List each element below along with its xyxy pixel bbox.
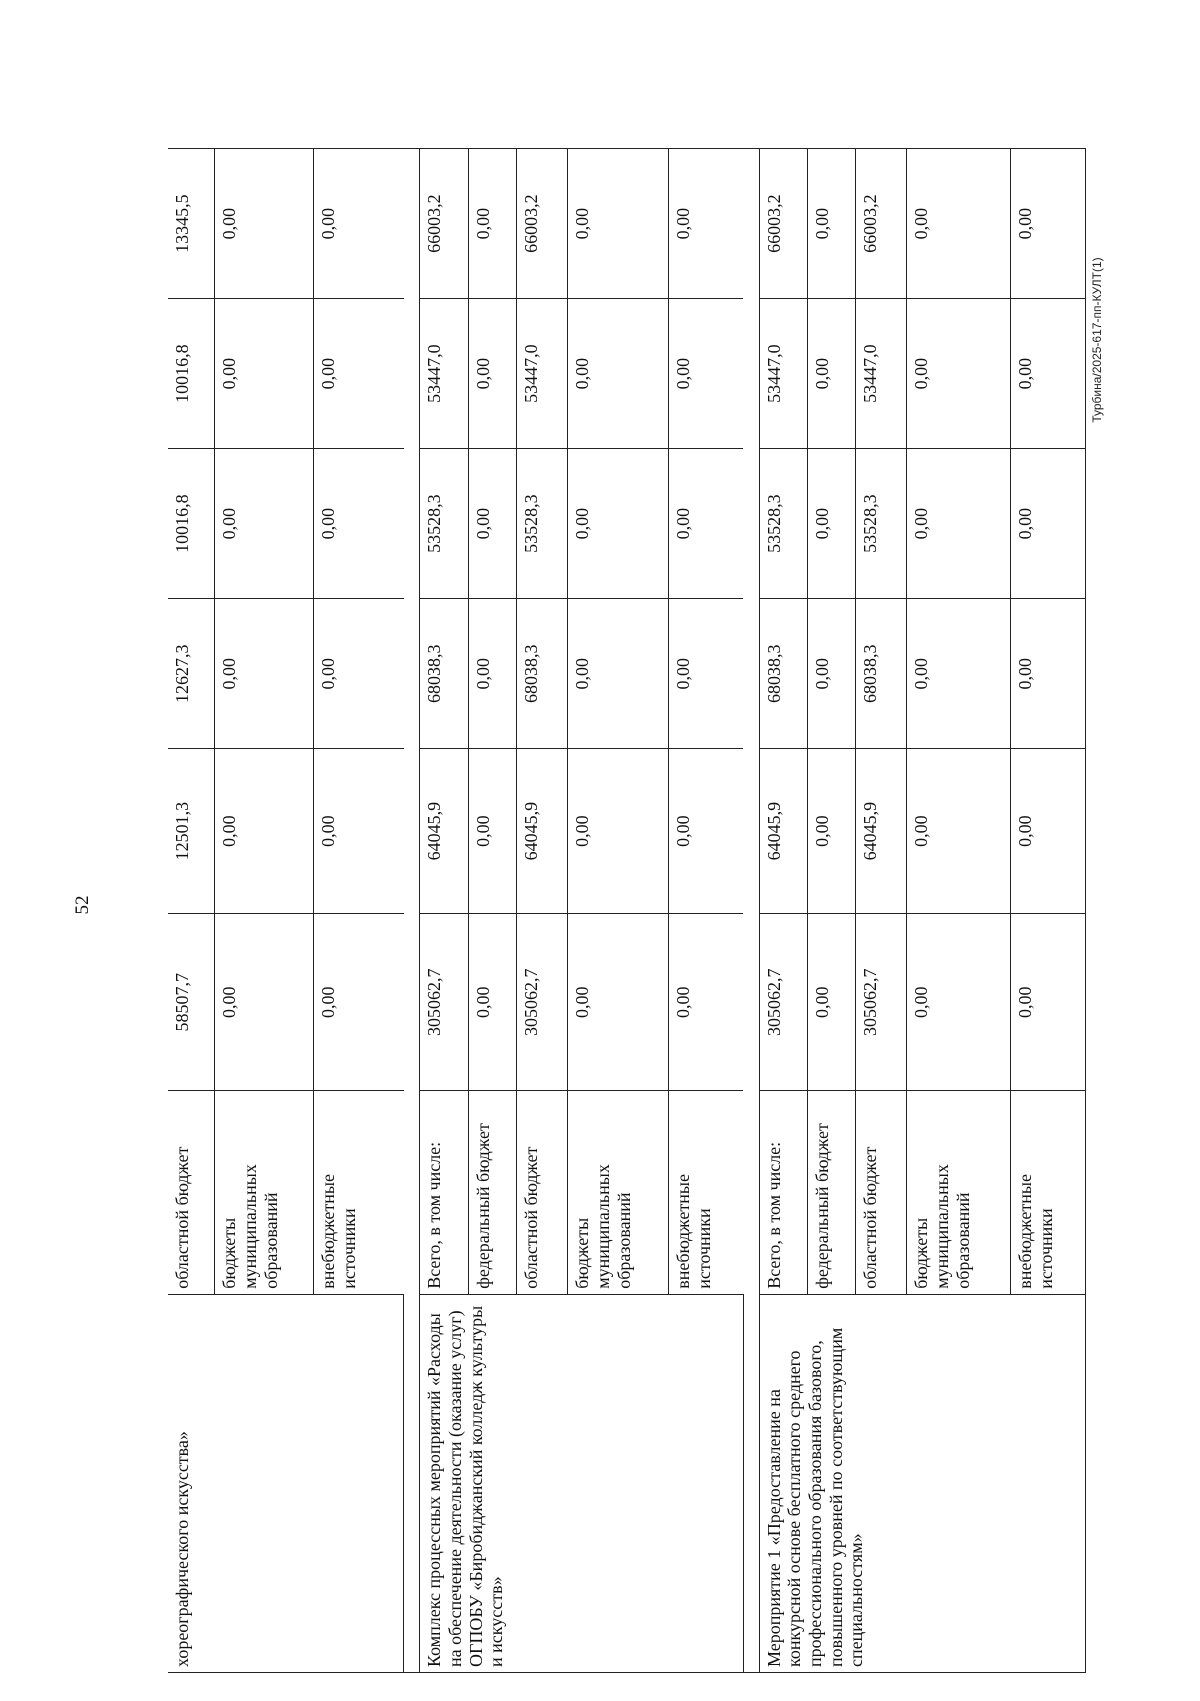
value-cell: 53447,0 bbox=[759, 299, 808, 449]
value-cell: 0,00 bbox=[669, 599, 743, 749]
value-cell: 0,00 bbox=[669, 149, 743, 299]
value-cell: 0,00 bbox=[568, 149, 669, 299]
value-cell: 0,00 bbox=[669, 914, 743, 1091]
value-cell: 0,00 bbox=[568, 749, 669, 914]
value-cell: 0,00 bbox=[215, 599, 314, 749]
value-cell: 0,00 bbox=[907, 914, 1011, 1091]
activity-title: хореографического искусства» bbox=[172, 1431, 192, 1667]
separator-cell bbox=[404, 149, 420, 1673]
value-cell: 0,00 bbox=[808, 914, 856, 1091]
value-cell: 68038,3 bbox=[856, 599, 907, 749]
activity-title: Мероприятие 1 «Предоставление на конкурсной основе бесплатного среднего профессионального образования базового, повышенного уровней по соответствующим специальностям» bbox=[763, 1327, 867, 1667]
activity-title-cell bbox=[759, 1294, 1086, 1672]
value-cell: 0,00 bbox=[808, 599, 856, 749]
section-separator bbox=[743, 149, 759, 1673]
value-cell: 0,00 bbox=[1011, 749, 1086, 914]
value-cell: 53528,3 bbox=[420, 449, 469, 599]
value-cell: 0,00 bbox=[1011, 149, 1086, 299]
page-number: 52 bbox=[72, 895, 93, 915]
value-cell: 0,00 bbox=[907, 599, 1011, 749]
funding-source-cell: бюджеты муниципальных образований bbox=[907, 1091, 1011, 1294]
table-row bbox=[759, 149, 808, 1673]
value-cell: 66003,2 bbox=[856, 149, 907, 299]
value-cell: 0,00 bbox=[469, 149, 517, 299]
value-cell: 0,00 bbox=[469, 449, 517, 599]
value-cell: 0,00 bbox=[314, 749, 404, 914]
value-cell: 12627,3 bbox=[168, 599, 215, 749]
value-cell: 0,00 bbox=[669, 299, 743, 449]
value-cell: 66003,2 bbox=[517, 149, 568, 299]
value-cell: 0,00 bbox=[907, 749, 1011, 914]
activity-title-cell bbox=[420, 1294, 743, 1672]
value-cell: 0,00 bbox=[469, 299, 517, 449]
value-cell: 64045,9 bbox=[420, 749, 469, 914]
footer-document-code: Турбина/2025-617-пп-КУЛТ(1) bbox=[1090, 257, 1104, 423]
value-cell: 0,00 bbox=[215, 749, 314, 914]
separator-cell bbox=[743, 149, 759, 1673]
value-cell: 64045,9 bbox=[759, 749, 808, 914]
value-cell: 0,00 bbox=[568, 914, 669, 1091]
value-cell: 0,00 bbox=[314, 599, 404, 749]
value-cell: 305062,7 bbox=[856, 914, 907, 1091]
value-cell: 0,00 bbox=[568, 599, 669, 749]
value-cell: 0,00 bbox=[907, 299, 1011, 449]
activity-title-cell bbox=[168, 1294, 404, 1672]
value-cell: 0,00 bbox=[568, 299, 669, 449]
value-cell: 10016,8 bbox=[168, 299, 215, 449]
value-cell: 0,00 bbox=[314, 449, 404, 599]
value-cell: 0,00 bbox=[314, 149, 404, 299]
value-cell: 0,00 bbox=[314, 299, 404, 449]
value-cell: 53447,0 bbox=[856, 299, 907, 449]
value-cell: 58507,7 bbox=[168, 914, 215, 1091]
funding-source-cell: областной бюджет bbox=[168, 1091, 215, 1294]
value-cell: 0,00 bbox=[669, 449, 743, 599]
funding-source-cell: бюджеты муниципальных образований bbox=[215, 1091, 314, 1294]
value-cell: 0,00 bbox=[469, 749, 517, 914]
value-cell: 0,00 bbox=[808, 149, 856, 299]
value-cell: 68038,3 bbox=[420, 599, 469, 749]
value-cell: 0,00 bbox=[1011, 299, 1086, 449]
value-cell: 0,00 bbox=[314, 914, 404, 1091]
value-cell: 66003,2 bbox=[420, 149, 469, 299]
value-cell: 0,00 bbox=[215, 449, 314, 599]
value-cell: 66003,2 bbox=[759, 149, 808, 299]
funding-source-cell: Всего, в том числе: bbox=[420, 1091, 469, 1294]
rotated-table-wrapper bbox=[168, 148, 1086, 1673]
table-row bbox=[420, 149, 469, 1673]
funding-source-cell: внебюджетные источники bbox=[669, 1091, 743, 1294]
value-cell: 53528,3 bbox=[856, 449, 907, 599]
funding-source-cell: Всего, в том числе: bbox=[759, 1091, 808, 1294]
funding-source-cell: областной бюджет bbox=[856, 1091, 907, 1294]
value-cell: 0,00 bbox=[907, 449, 1011, 599]
funding-source-cell: внебюджетные источники bbox=[1011, 1091, 1086, 1294]
value-cell: 13345,5 bbox=[168, 149, 215, 299]
value-cell: 305062,7 bbox=[420, 914, 469, 1091]
value-cell: 0,00 bbox=[1011, 449, 1086, 599]
value-cell: 0,00 bbox=[215, 914, 314, 1091]
activity-title: Комплекс процессных мероприятий «Расходы на обеспечение деятельности (оказание услуг) ОГПОБУ «Биробиджанский колледж культуры и искусств» bbox=[424, 1305, 507, 1667]
value-cell: 10016,8 bbox=[168, 449, 215, 599]
value-cell: 53528,3 bbox=[517, 449, 568, 599]
funding-source-cell: внебюджетные источники bbox=[314, 1091, 404, 1294]
value-cell: 0,00 bbox=[1011, 914, 1086, 1091]
funding-source-cell: бюджеты муниципальных образований bbox=[568, 1091, 669, 1294]
section-separator bbox=[404, 149, 420, 1673]
value-cell: 53447,0 bbox=[420, 299, 469, 449]
value-cell: 64045,9 bbox=[856, 749, 907, 914]
value-cell: 0,00 bbox=[907, 149, 1011, 299]
table-row bbox=[168, 149, 215, 1673]
value-cell: 0,00 bbox=[469, 599, 517, 749]
budget-table bbox=[168, 148, 1086, 1673]
value-cell: 0,00 bbox=[808, 449, 856, 599]
value-cell: 68038,3 bbox=[517, 599, 568, 749]
value-cell: 64045,9 bbox=[517, 749, 568, 914]
value-cell: 0,00 bbox=[669, 749, 743, 914]
value-cell: 53528,3 bbox=[759, 449, 808, 599]
funding-source-cell: федеральный бюджет bbox=[469, 1091, 517, 1294]
value-cell: 0,00 bbox=[469, 914, 517, 1091]
value-cell: 0,00 bbox=[568, 449, 669, 599]
value-cell: 0,00 bbox=[808, 749, 856, 914]
value-cell: 305062,7 bbox=[759, 914, 808, 1091]
funding-source-cell: областной бюджет bbox=[517, 1091, 568, 1294]
value-cell: 53447,0 bbox=[517, 299, 568, 449]
funding-source-cell: федеральный бюджет bbox=[808, 1091, 856, 1294]
value-cell: 0,00 bbox=[808, 299, 856, 449]
value-cell: 305062,7 bbox=[517, 914, 568, 1091]
value-cell: 0,00 bbox=[215, 149, 314, 299]
value-cell: 0,00 bbox=[1011, 599, 1086, 749]
value-cell: 68038,3 bbox=[759, 599, 808, 749]
value-cell: 0,00 bbox=[215, 299, 314, 449]
value-cell: 12501,3 bbox=[168, 749, 215, 914]
